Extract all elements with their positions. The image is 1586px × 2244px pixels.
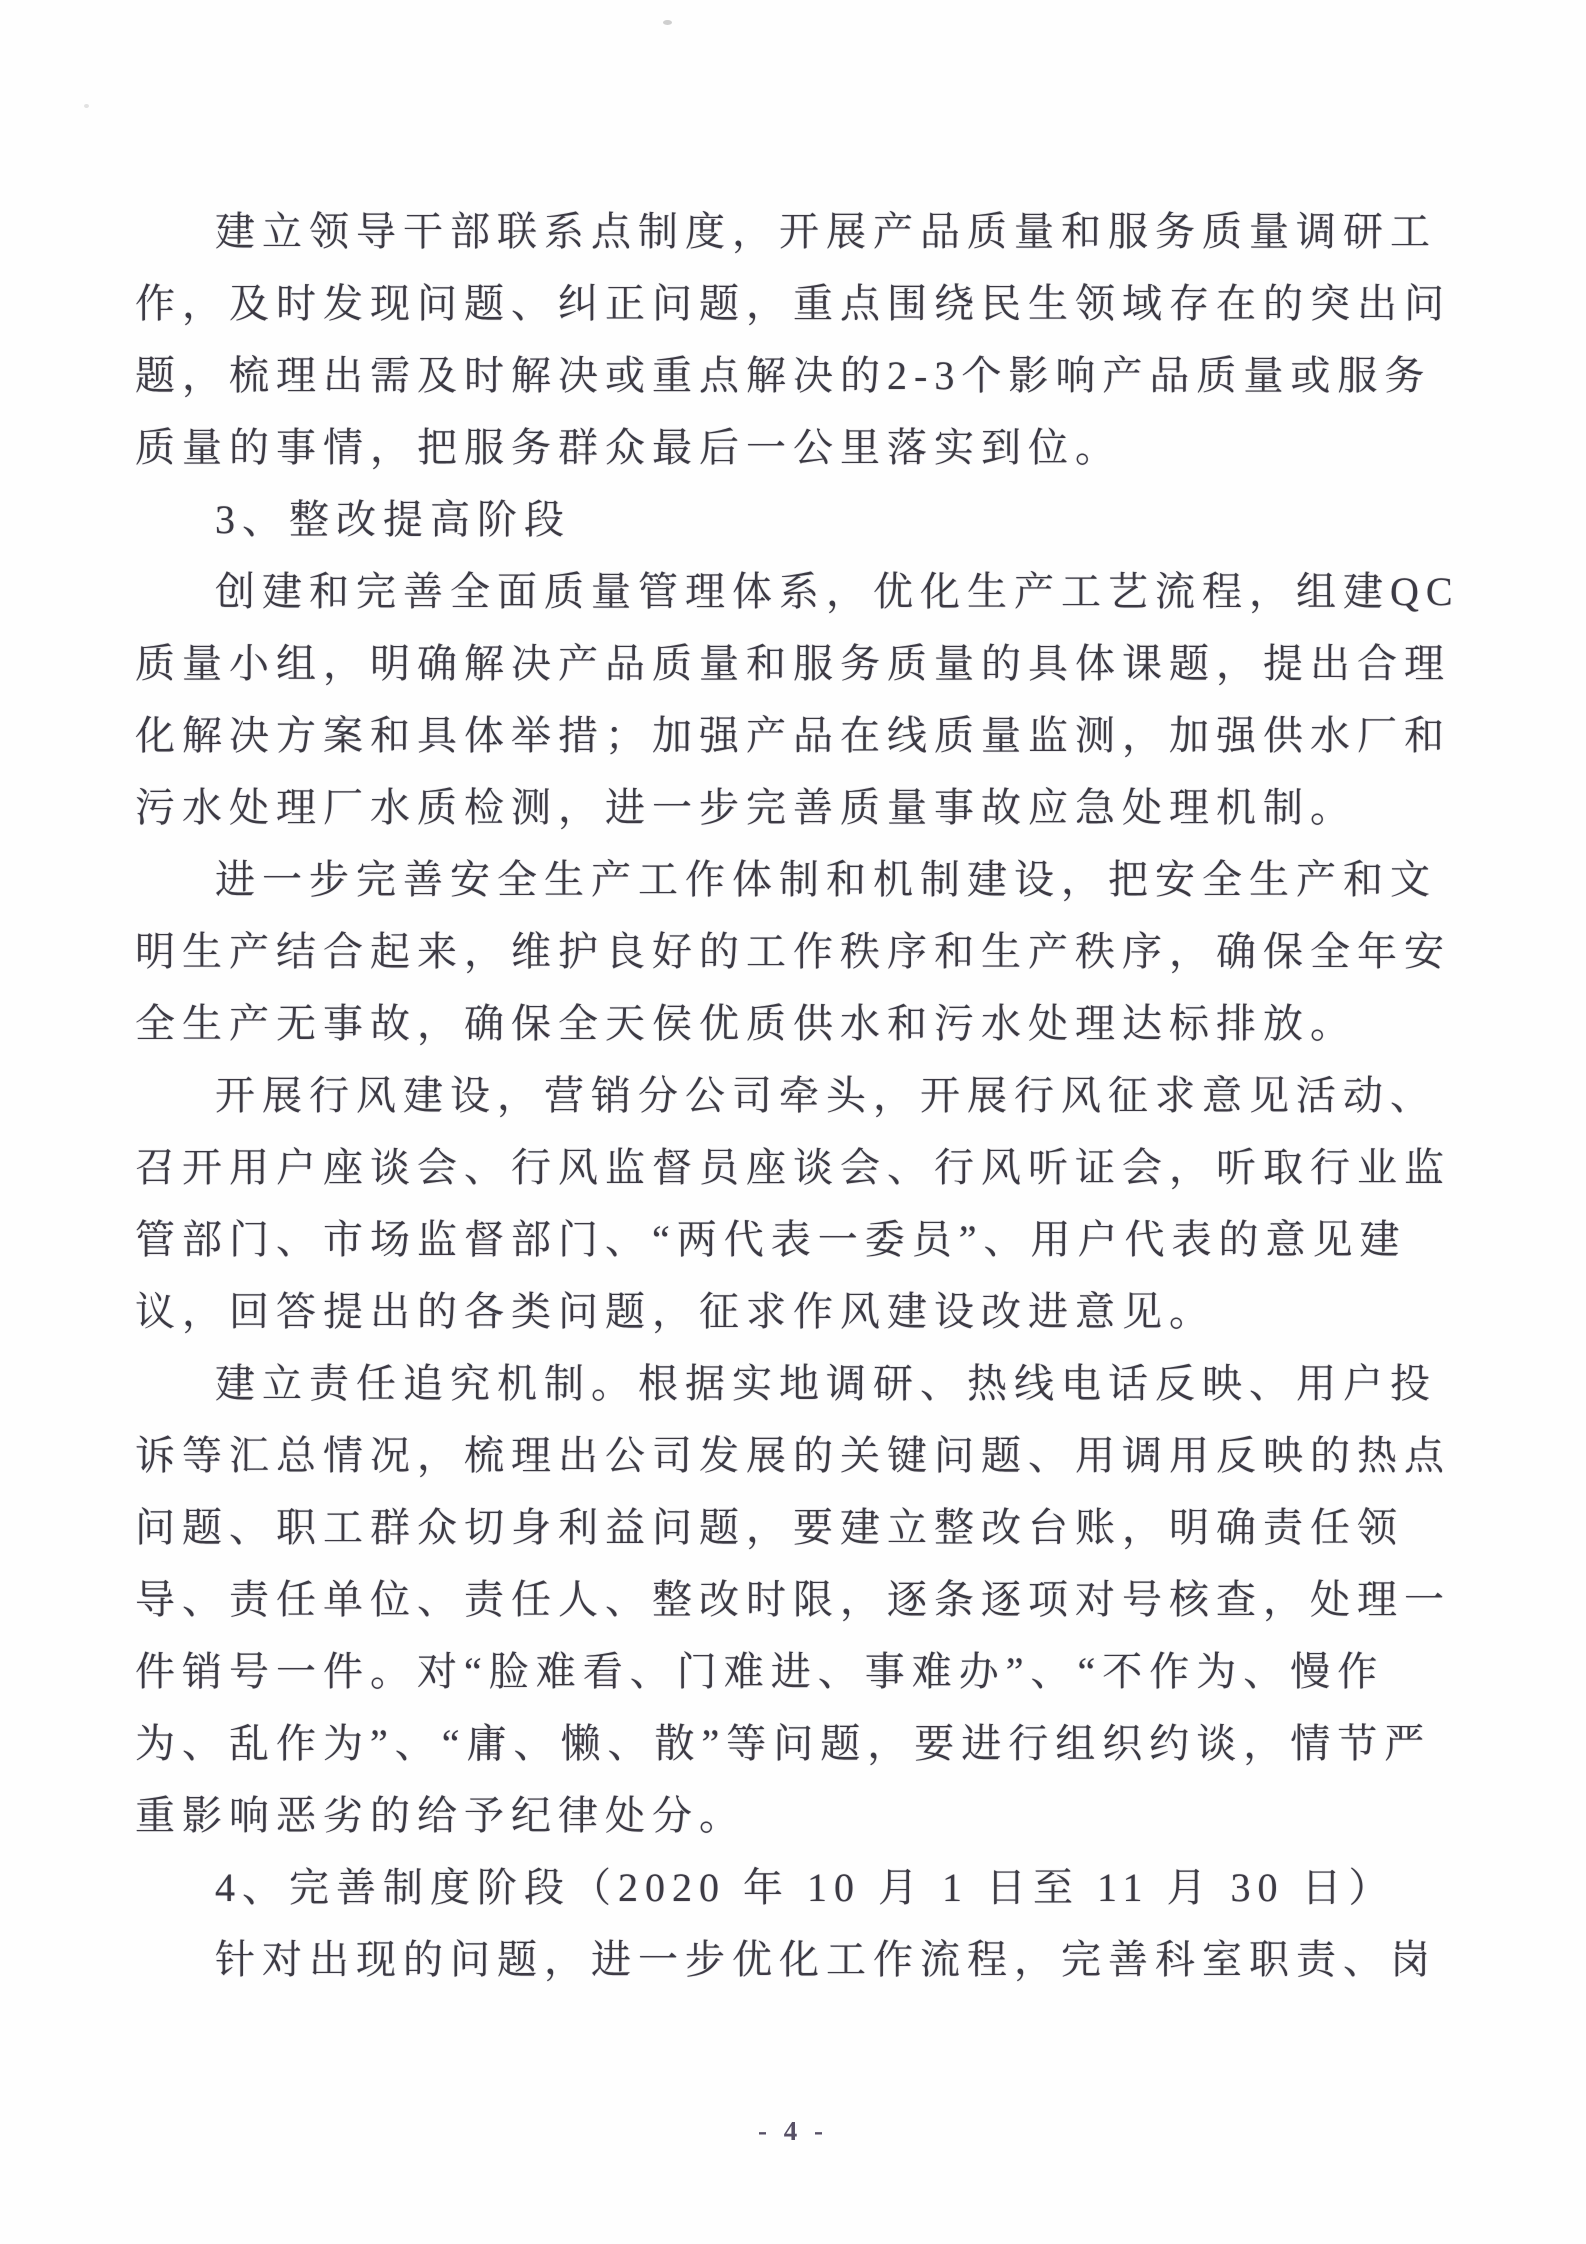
scan-speck <box>663 20 672 25</box>
text-line: 建立领导干部联系点制度，开展产品质量和服务质量调研工 <box>215 209 1437 254</box>
text-line: 召开用户座谈会、行风监督员座谈会、行风听证会，听取行业监 <box>135 1145 1451 1190</box>
text-line: 问题、职工群众切身利益问题，要建立整改台账，明确责任领 <box>135 1505 1404 1550</box>
text-line: 为、乱作为”、“庸、懒、散”等问题，要进行组织约谈，情节严 <box>135 1721 1432 1766</box>
text-line: 质量的事情，把服务群众最后一公里落实到位。 <box>135 425 1122 470</box>
text-line: 创建和完善全面质量管理体系，优化生产工艺流程，组建QC <box>215 569 1460 614</box>
scan-speck <box>84 104 89 108</box>
text-line: 议，回答提出的各类问题，征求作风建设改进意见。 <box>135 1289 1216 1334</box>
text-line: 针对出现的问题，进一步优化工作流程，完善科室职责、岗 <box>215 1937 1437 1982</box>
section-heading: 4、完善制度阶段（2020 年 10 月 1 日至 11 月 30 日） <box>215 1865 1396 1910</box>
text-line: 质量小组，明确解决产品质量和服务质量的具体课题，提出合理 <box>135 641 1451 686</box>
section-heading: 3、整改提高阶段 <box>215 497 571 542</box>
text-line: 管部门、市场监督部门、“两代表一委员”、用户代表的意见建 <box>135 1217 1407 1262</box>
text-line: 全生产无事故，确保全天侯优质供水和污水处理达标排放。 <box>135 1001 1357 1046</box>
text-line: 明生产结合起来，维护良好的工作秩序和生产秩序，确保全年安 <box>135 929 1451 974</box>
text-line: 诉等汇总情况，梳理出公司发展的关键问题、用调用反映的热点 <box>135 1433 1451 1478</box>
page-number: - 4 - <box>758 2116 828 2146</box>
document-body <box>135 196 1465 1996</box>
text-line: 进一步完善安全生产工作体制和机制建设，把安全生产和文 <box>215 857 1437 902</box>
text-line: 化解决方案和具体举措；加强产品在线质量监测，加强供水厂和 <box>135 713 1451 758</box>
text-line: 作，及时发现问题、纠正问题，重点围绕民生领域存在的突出问 <box>135 281 1451 326</box>
text-line: 重影响恶劣的给予纪律处分。 <box>135 1793 746 1838</box>
text-line: 导、责任单位、责任人、整改时限，逐条逐项对号核查，处理一 <box>135 1577 1451 1622</box>
text-line: 题，梳理出需及时解决或重点解决的2-3个影响产品质量或服务 <box>135 353 1432 398</box>
text-line: 建立责任追究机制。根据实地调研、热线电话反映、用户投 <box>215 1361 1437 1406</box>
text-line: 开展行风建设，营销分公司牵头，开展行风征求意见活动、 <box>215 1073 1437 1118</box>
text-line: 件销号一件。对“脸难看、门难进、事难办”、“不作为、慢作 <box>135 1649 1385 1694</box>
text-line: 污水处理厂水质检测，进一步完善质量事故应急处理机制。 <box>135 785 1357 830</box>
